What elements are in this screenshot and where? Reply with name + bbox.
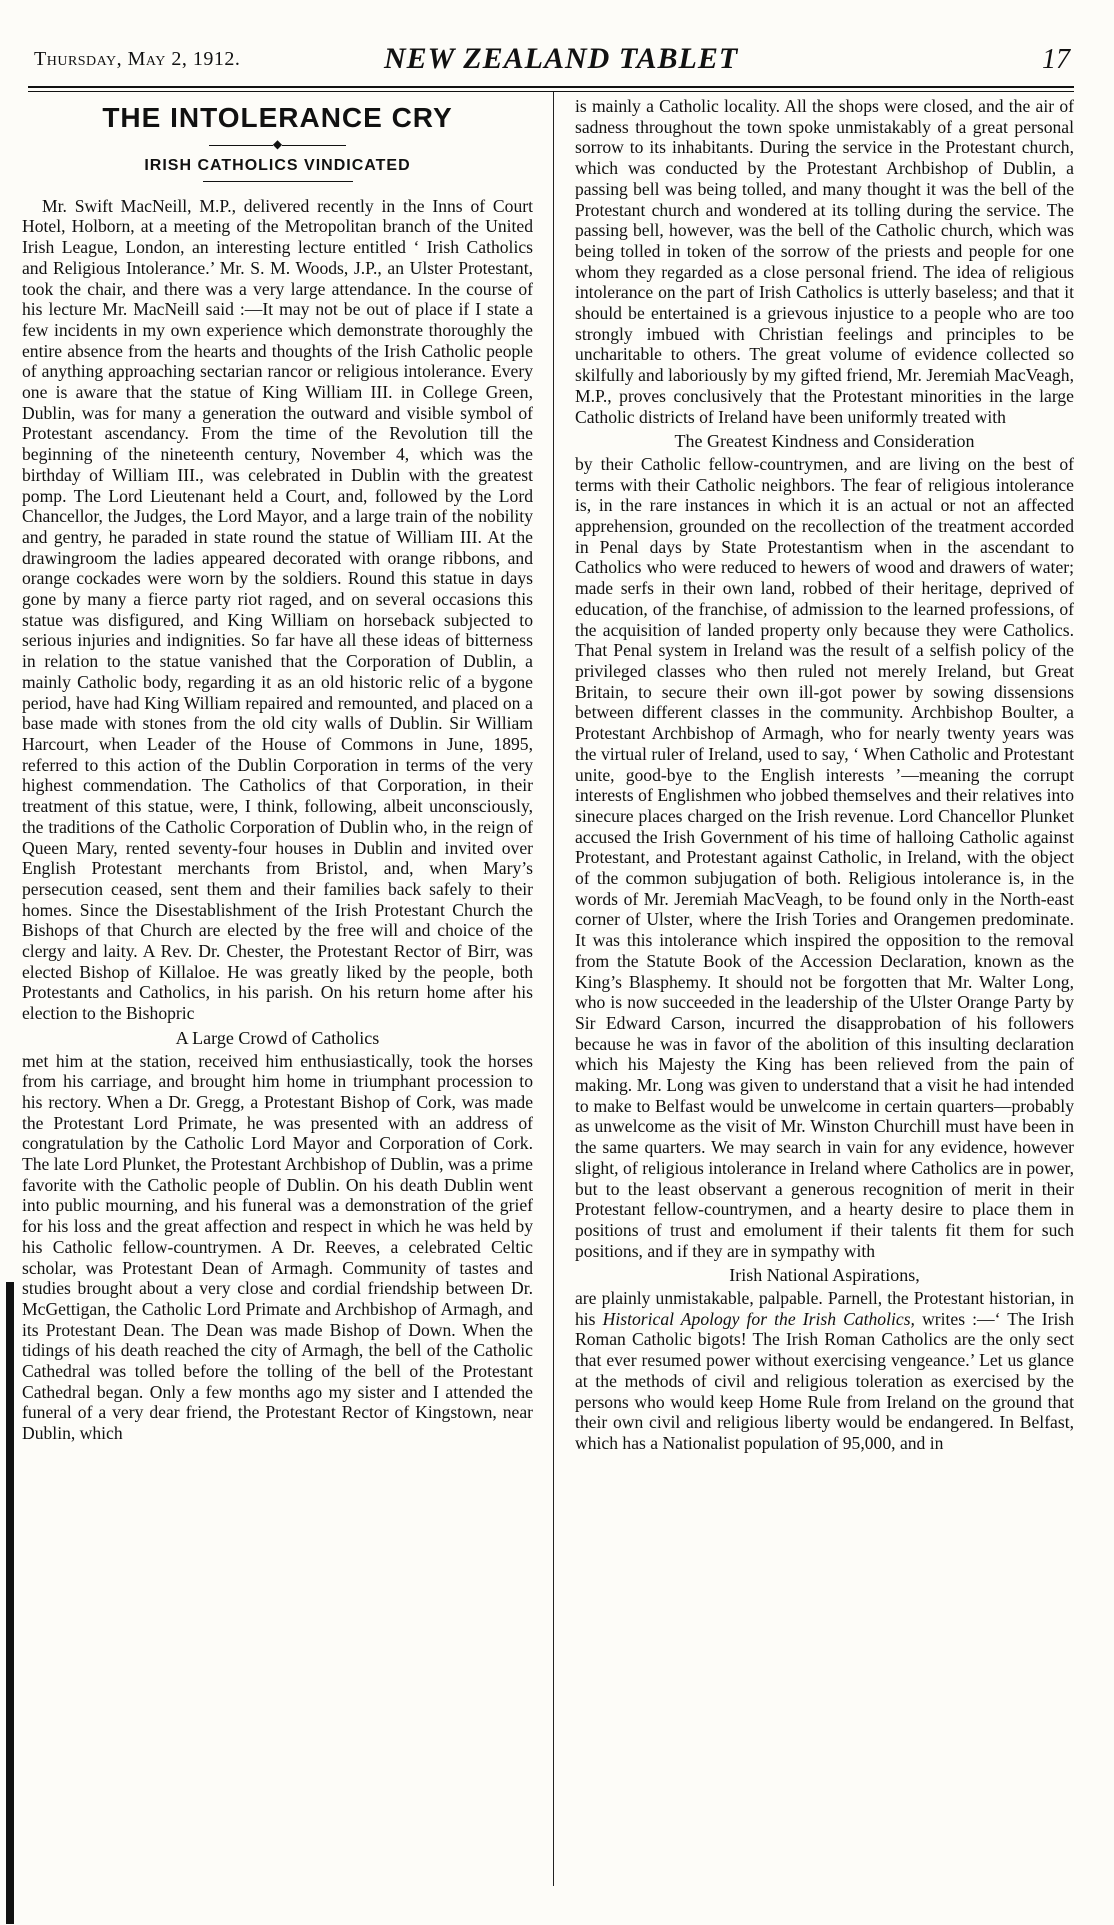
column-divider: [553, 92, 554, 1886]
body-paragraph: met him at the station, received him enthusiastically, took the horses from his carriage, and brought him home in triumphant procession to his rectory. When a Dr. Gregg, a Protestant Bishop of Cork, was made the Protestant Lord Primate, he was presented with an address of congratulation by the Catholic Lord Mayor and Corporation of Cork. The late Lord Plunket, the Protestant Archbishop of Dublin, was a prime favorite with the Catholic people of Dublin. On his death Dublin went into public mourning, and his funeral was a demonstration of the grief for his loss and the great affection and respect in which he was held by his Catholic fellow-countrymen. A Dr. Reeves, a celebrated Celtic scholar, was Protestant Dean of Armagh. Community of tastes and studies brought about a very close and cordial friendship between Dr. McGettigan, the Catholic Lord Primate and Archbishop of Armagh, and its Protestant Dean. The Dean was made Bishop of Down. When the tidings of his death reached the city of Armagh, the bell of the Catholic Cathedral was tolled before the tolling of the bell of the Protestant Cathedral began. Only a few months ago my sister and I attended the funeral of a very dear friend, the Protestant Rector of Kingstown, near Dublin, which: [22, 1050, 533, 1444]
section-heading: The Greatest Kindness and Consideration: [674, 431, 975, 452]
body-paragraph: [575, 1288, 1074, 1454]
article-headline: THE INTOLERANCE CRY: [102, 102, 453, 133]
diamond-ornament-icon: ◆: [272, 137, 283, 151]
margin-bar: [6, 1282, 14, 1924]
section-heading: A Large Crowd of Catholics: [175, 1027, 380, 1048]
body-paragraph: is mainly a Catholic locality. All the shops were closed, and the air of sadness throughout the town spoke unmistakably of a great personal sorrow to its inhabitants. During the service in the Protestant church, which was conducted by the Protestant Archbishop of Dublin, a passing bell was being tolled, and many thought it was the bell of the Protestant church and wondered at its tolling during the service. The passing bell, however, was the bell of the Catholic church, which was being tolled in token of the sorrow of the priests and people for one whom they regarded as a close personal friend. The idea of religious intolerance on the part of Irish Catholics is utterly baseless; and that it should be entertained is a grievous injustice to a people who are too strongly imbued with Christian feelings and principles to be uncharitable to others. The great volume of evidence collected so skilfully and laboriously by my gifted friend, Mr. Jeremiah MacVeagh, M.P., proves conclusively that the Protestant minorities in the large Catholic districts of Ireland have been uniformly treated with: [575, 96, 1074, 427]
newspaper-title: NEW ZEALAND TABLET: [384, 42, 739, 75]
ornament-rule: [22, 138, 533, 150]
body-paragraph: Mr. Swift MacNeill, M.P., delivered recently in the Inns of Court Hotel, Holborn, at a meeting of the Metropolitan branch of the United Irish League, London, an interesting lecture entitled ‘ Irish Catholics and Religious Intolerance.’ Mr. S. M. Woods, J.P., an Ulster Protestant, took the chair, and there was a very large attendance. In the course of his lecture Mr. MacNeill said :—It may not be out of place if I state a few incidents in my own experience which demonstrate thoroughly the entire absence from the hearts and thoughts of the Irish Catholic people of anything approaching sectarian rancor or religious intolerance. Every one is aware that the statue of King William III. in College Green, Dublin, was for many a generation the outward and visible symbol of Protestant ascendancy. From the time of the Revolution till the beginning of the nineteenth century, November 4, which was the birthday of William III., was celebrated in Dublin with the greatest pomp. The Lord Lieutenant held a Court, and, followed by the Lord Chancellor, the Judges, the Lord Mayor, and a large train of the nobility and gentry, he paraded in state round the statue of William III. At the drawingroom the ladies appeared decorated with orange ribbons, and orange cockades were worn by the soldiers. Round this statue in days gone by many a fierce party riot raged, and on several occasions this statue was disfigured, and King William on horseback subjected to serious injuries and indignities. So far have all these ideas of bitterness in relation to the statue vanished that the Corporation of Dublin, a mainly Catholic body, regarding it as an old historic relic of a bygone period, have had King William repaired and remounted, and placed on a base made with stones from the old city walls of Dublin. Sir William Harcourt, when Leader of the House of Commons in June, 1895, referred to this action of the Dublin Corporation in terms of the very highest commendation. The Catholics of that Corporation, in their treatment of this statue, were, I think, following, albeit unconsciously, the traditions of the Catholic Corporation of Dublin who, in the reign of Queen Mary, rented seventy-four houses in Dublin and invited over English Protestant merchants from Bristol, and, when Mary’s persecution ceased, sent them and their families back safely to their homes. Since the Disestablishment of the Irish Protestant Church the Bishops of that Church are elected by the free will and choice of the clergy and laity. A Rev. Dr. Chester, the Protestant Rector of Birr, was elected Bishop of Killaloe. He was greatly liked by the people, both Protestants and Catholics, in his parish. On his return home after his election to the Bishopric: [22, 195, 533, 1024]
masthead: [34, 40, 1070, 86]
section-heading: Irish National Aspirations,: [729, 1265, 920, 1286]
page-number: 17: [1042, 44, 1070, 75]
header-rule: [28, 86, 1074, 88]
issue-date: Thursday, May 2, 1912.: [34, 48, 241, 70]
text-run: writes :—‘ The Irish Roman Catholic bigots! The Irish Roman Catholics are the only sect that ever resumed power without exercising vengeance.’ Let us glance at the methods of civil and religious toleration as exercised by the persons who would keep Home Rule from Ireland on the ground that their own civil and religious liberty would be endangered. In Belfast, which has a Nationalist population of 95,000, and in: [575, 1308, 1074, 1453]
body-paragraph: by their Catholic fellow-countrymen, and are living on the best of terms with their Catholic neighbors. The fear of religious intolerance is, in the rare instances in which it is an actual or not an affected apprehension, grounded on the recollection of the treatment accorded in Penal days by State Protestantism when in the ascendant to Catholics who were reduced to hewers of wood and drawers of water; made serfs in their own land, robbed of their heritage, deprived of education, of the franchise, of admission to the learned professions, of the acquisition of landed property only because they were Catholics. That Penal system in Ireland was the result of a selfish policy of the privileged classes who then ruled not merely Ireland, but Great Britain, to secure their own ill-got power by sowing dissensions between different classes in the community. Archbishop Boulter, a Protestant Archbishop of Armagh, who for nearly twenty years was the virtual ruler of Ireland, used to say, ‘ When Catholic and Protestant unite, good-bye to the English interests ’—meaning the corrupt interests of Englishmen who jobbed themselves and their relatives into sinecure places charged on the Irish revenue. Lord Chancellor Plunket accused the Irish Government of his time of halloing Catholic against Protestant, and Protestant against Catholic, in Ireland, with the object of the common subjugation of both. Religious intolerance is, in the words of Mr. Jeremiah MacVeagh, to be found only in the North-east corner of Ulster, where the Irish Tories and Orangemen predominate. It was this intolerance which inspired the opposition to the removal from the Statute Book of the Accession Declaration, known as the King’s Blasphemy. It should not be forgotten that Mr. Walter Long, who is now succeeded in the leadership of the Ulster Orange Party by Sir Edward Carson, incurred the disapprobation of his followers because he was in favor of the abolition of this insulting declaration which his Majesty the King has been relieved from the pain of making. Mr. Long was given to understand that a visit he had intended to make to Belfast would be unwelcome in certain quarters—probably as unwelcome as the visit of Mr. Winston Churchill must have been in the same quarters. We may search in vain for any evidence, however slight, of religious intolerance in Ireland where Catholics are in power, but to the least observant a generous recognition of merit in their Protestant fellow-countrymen, and a hearty desire to place them in positions of trust and emolument if their talents fit them for such positions, and if they are in sympathy with: [575, 453, 1074, 1261]
right-column: [575, 96, 1074, 1454]
header-rule-thin: [28, 91, 1074, 92]
book-title: Historical Apology for the Irish Catholics,: [602, 1308, 915, 1329]
subhead-rule: [203, 181, 353, 182]
text-run: are plainly unmistakable, palpable. Parnell, the Protestant historian, in his: [575, 1288, 1074, 1329]
article-subhead: IRISH CATHOLICS VINDICATED: [144, 157, 411, 174]
left-column: [22, 96, 533, 1444]
